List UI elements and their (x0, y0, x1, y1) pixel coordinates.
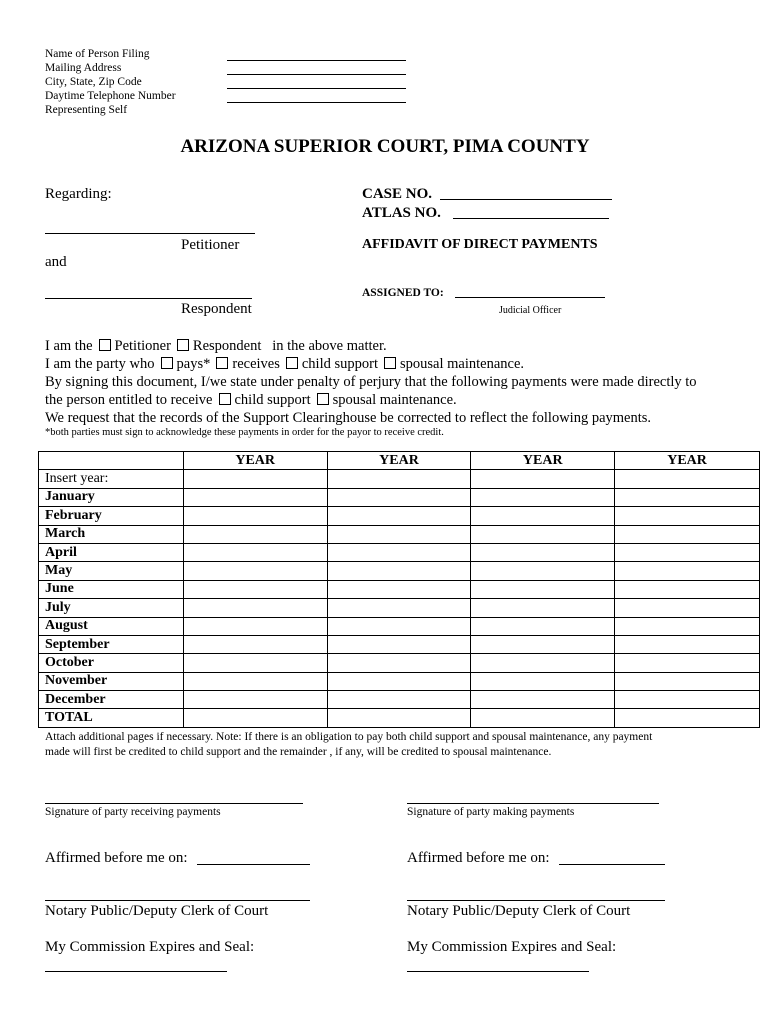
table-cell[interactable] (615, 507, 760, 525)
row-label-month: July (39, 599, 184, 617)
receiving-signature-line[interactable] (45, 803, 303, 804)
spousal-maintenance-checkbox[interactable] (384, 357, 396, 369)
row-label-month: February (39, 507, 184, 525)
table-row (39, 654, 760, 672)
case-no-line[interactable] (440, 199, 612, 200)
filer-labels (45, 47, 176, 117)
row-label-month: January (39, 488, 184, 506)
table-cell[interactable] (327, 672, 471, 690)
affirmed-left-line[interactable] (197, 864, 310, 865)
row-label-insert-year: Insert year: (39, 470, 184, 488)
table-cell[interactable] (471, 580, 615, 598)
footnote: *both parties must sign to acknowledge these payments in order for the payor to receive credit. (45, 427, 444, 438)
table-cell[interactable] (471, 672, 615, 690)
petitioner-checkbox[interactable] (99, 339, 111, 351)
affirmed-right-line[interactable] (559, 864, 665, 865)
row-label-total: TOTAL (39, 709, 184, 727)
filer-address-label: Mailing Address (45, 62, 122, 74)
table-row (39, 470, 760, 488)
notary-right-line[interactable] (407, 900, 665, 901)
table-cell[interactable] (327, 635, 471, 653)
table-cell[interactable] (327, 562, 471, 580)
row-label-month: December (39, 691, 184, 709)
petitioner-label: Petitioner (181, 237, 240, 253)
table-cell[interactable] (471, 617, 615, 635)
table-cell[interactable] (183, 672, 327, 690)
party-statement: I am the Petitioner Respondent in the above matter. (45, 338, 387, 354)
table-cell[interactable] (327, 543, 471, 561)
court-title: ARIZONA SUPERIOR COURT, PIMA COUNTY (180, 136, 590, 157)
table-cell[interactable] (183, 599, 327, 617)
table-cell[interactable] (615, 691, 760, 709)
making-signature-line[interactable] (407, 803, 659, 804)
table-cell[interactable] (615, 635, 760, 653)
judicial-officer-label: Judicial Officer (499, 305, 562, 316)
filer-representing-label: Representing Self (45, 104, 128, 116)
pays-checkbox[interactable] (161, 357, 173, 369)
respondent-checkbox[interactable] (177, 339, 189, 351)
table-cell[interactable] (615, 709, 760, 727)
table-cell[interactable] (183, 507, 327, 525)
table-cell[interactable] (327, 617, 471, 635)
child-support-checkbox[interactable] (286, 357, 298, 369)
payment-role-statement: I am the party who pays* receives child support spousal maintenance. (45, 356, 525, 372)
table-cell[interactable] (471, 525, 615, 543)
affirmed-left-label: Affirmed before me on: (45, 850, 188, 866)
filer-phone-line[interactable] (227, 102, 406, 103)
table-cell[interactable] (183, 635, 327, 653)
table-cell[interactable] (471, 709, 615, 727)
table-cell[interactable] (471, 691, 615, 709)
table-cell[interactable] (327, 525, 471, 543)
row-label-month: April (39, 543, 184, 561)
table-cell[interactable] (471, 470, 615, 488)
table-cell[interactable] (615, 580, 760, 598)
table-cell[interactable] (615, 525, 760, 543)
filer-name-line[interactable] (227, 60, 406, 61)
table-cell[interactable] (327, 654, 471, 672)
table-row (39, 543, 760, 561)
table-cell[interactable] (327, 488, 471, 506)
year-header: YEAR (327, 452, 471, 470)
table-cell[interactable] (183, 654, 327, 672)
table-row (39, 635, 760, 653)
receives-checkbox[interactable] (216, 357, 228, 369)
request-statement: We request that the records of the Support Clearinghouse be corrected to reflect the following payments. (45, 410, 652, 426)
year-header: YEAR (615, 452, 760, 470)
payments-table (38, 451, 760, 728)
note-line-2: made will first be credited to child support and the remainder , if any, will be credited to spousal maintenance. (45, 746, 552, 758)
commission-left-line[interactable] (45, 971, 227, 972)
table-cell[interactable] (183, 691, 327, 709)
atlas-no-label: ATLAS NO. (362, 205, 441, 221)
table-cell[interactable] (471, 488, 615, 506)
respondent-label: Respondent (181, 301, 252, 317)
commission-right-line[interactable] (407, 971, 589, 972)
table-cell[interactable] (327, 470, 471, 488)
table-cell[interactable] (183, 525, 327, 543)
filer-city-label: City, State, Zip Code (45, 76, 142, 88)
case-no-label: CASE NO. (362, 186, 433, 202)
table-row (39, 617, 760, 635)
table-cell[interactable] (183, 488, 327, 506)
regarding-label: Regarding: (45, 186, 112, 202)
table-row (39, 580, 760, 598)
perjury-statement: By signing this document, I/we state under penalty of perjury that the following payments were made directly to (45, 374, 697, 390)
table-cell[interactable] (615, 543, 760, 561)
entitled-statement: the person entitled to receive child support spousal maintenance. (45, 392, 457, 408)
table-cell[interactable] (615, 488, 760, 506)
table-cell[interactable] (471, 543, 615, 561)
table-cell[interactable] (615, 654, 760, 672)
table-cell[interactable] (183, 580, 327, 598)
table-header-blank (39, 452, 184, 470)
notary-left-line[interactable] (45, 900, 310, 901)
commission-right-label: My Commission Expires and Seal: (407, 939, 617, 955)
table-row (39, 488, 760, 506)
table-row (39, 507, 760, 525)
table-cell[interactable] (327, 507, 471, 525)
row-label-month: November (39, 672, 184, 690)
table-cell[interactable] (615, 599, 760, 617)
respondent-line[interactable] (45, 298, 252, 299)
table-cell[interactable] (183, 470, 327, 488)
year-header: YEAR (471, 452, 615, 470)
table-cell[interactable] (615, 672, 760, 690)
table-row (39, 709, 760, 727)
filer-name-label: Name of Person Filing (45, 48, 150, 60)
table-row (39, 672, 760, 690)
affirmed-right-label: Affirmed before me on: (407, 850, 550, 866)
row-label-month: March (39, 525, 184, 543)
notary-left-label: Notary Public/Deputy Clerk of Court (45, 903, 269, 919)
table-cell[interactable] (471, 654, 615, 672)
entitled-spousal-checkbox[interactable] (317, 393, 329, 405)
table-cell[interactable] (615, 562, 760, 580)
table-cell[interactable] (183, 543, 327, 561)
table-cell[interactable] (327, 691, 471, 709)
filer-city-line[interactable] (227, 88, 406, 89)
making-signature-label: Signature of party making payments (407, 806, 575, 818)
table-header-row (39, 452, 760, 470)
table-row (39, 691, 760, 709)
table-cell[interactable] (327, 580, 471, 598)
assigned-to-label: ASSIGNED TO: (362, 287, 444, 299)
receiving-signature-label: Signature of party receiving payments (45, 806, 221, 818)
table-row (39, 562, 760, 580)
table-cell[interactable] (471, 635, 615, 653)
commission-left-label: My Commission Expires and Seal: (45, 939, 255, 955)
row-label-month: May (39, 562, 184, 580)
filer-phone-label: Daytime Telephone Number (45, 90, 176, 102)
year-header: YEAR (183, 452, 327, 470)
table-cell[interactable] (327, 709, 471, 727)
table-cell[interactable] (471, 507, 615, 525)
and-label: and (45, 254, 67, 270)
row-label-month: June (39, 580, 184, 598)
atlas-no-line[interactable] (453, 218, 609, 219)
table-cell[interactable] (183, 617, 327, 635)
filer-address-line[interactable] (227, 74, 406, 75)
entitled-child-support-checkbox[interactable] (219, 393, 231, 405)
table-cell[interactable] (615, 470, 760, 488)
row-label-month: September (39, 635, 184, 653)
petitioner-line[interactable] (45, 233, 255, 234)
table-cell[interactable] (183, 562, 327, 580)
table-row (39, 525, 760, 543)
table-row (39, 599, 760, 617)
row-label-month: August (39, 617, 184, 635)
row-label-month: October (39, 654, 184, 672)
affidavit-title: AFFIDAVIT OF DIRECT PAYMENTS (362, 237, 598, 252)
notary-right-label: Notary Public/Deputy Clerk of Court (407, 903, 631, 919)
table-cell[interactable] (327, 599, 471, 617)
note-line-1: Attach additional pages if necessary. Note: If there is an obligation to pay both child support and spousal maintenance, any payment (45, 731, 653, 743)
table-cell[interactable] (615, 617, 760, 635)
assigned-to-line[interactable] (455, 297, 605, 298)
table-cell[interactable] (471, 599, 615, 617)
table-cell[interactable] (183, 709, 327, 727)
table-cell[interactable] (471, 562, 615, 580)
